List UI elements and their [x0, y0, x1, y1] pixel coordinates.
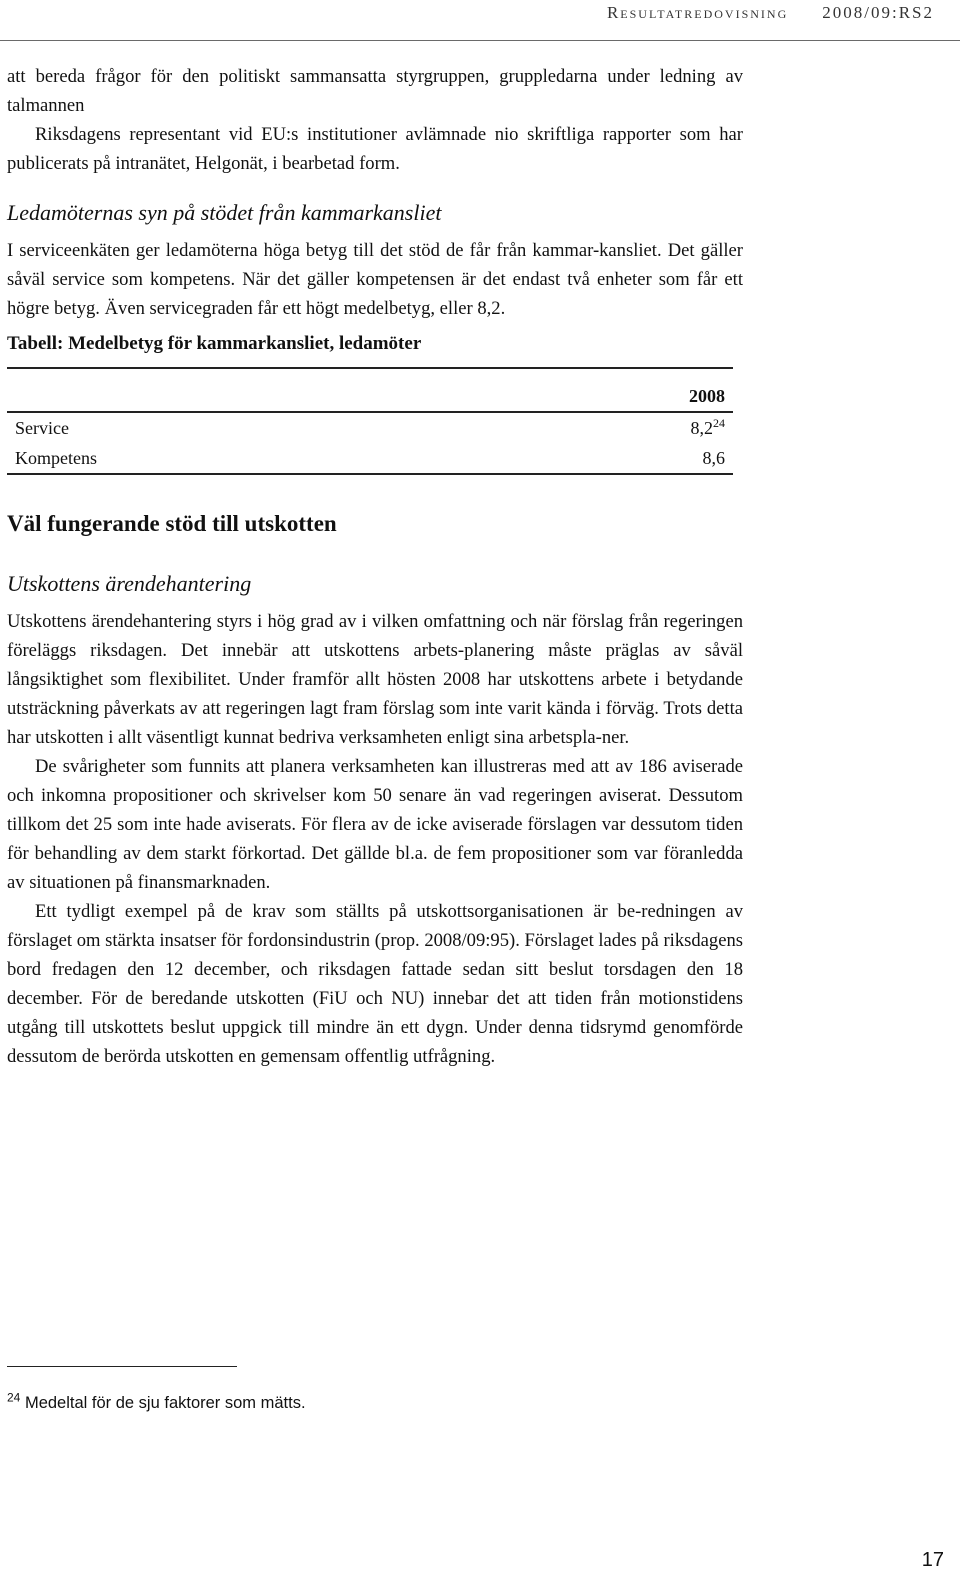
running-header — [607, 0, 934, 26]
footnote-number: 24 — [7, 1390, 21, 1405]
section-title: Resultatredovisning — [606, 3, 789, 22]
table-row — [7, 412, 733, 443]
paragraph-eu-representative: Riksdagens representant vid EU:s institutioner avlämnade nio skriftliga rapporter som har publicerats på intranätet, Helgonät, i bearbetad form. — [7, 124, 743, 174]
subheading-ledamoter: Ledamöternas syn på stödet från kammarkansliet — [7, 200, 442, 225]
page-body — [7, 62, 743, 1071]
row-label: Service — [15, 417, 69, 438]
header-rule — [0, 40, 960, 41]
footnote-ref[interactable]: 24 — [713, 415, 725, 430]
heading-utskotten: Väl fungerande stöd till utskotten — [7, 511, 337, 536]
paragraph-arendehantering: Utskottens ärendehantering styrs i hög grad av i vilken omfattning och när förslag från regeringen föreläggs riksdagen. Det innebär att utskottens arbets-planering måste präglas av såväl långsiktighet som flexibilitet. Under framför allt hösten 2008 har utskottens arbete i betydande utsträckning påverkats av att regeringen lagt fram förslag som inte varit kända i förväg. Trots detta har utskotten i allt väsentligt kunnat bedriva verksamheten enligt sina arbetspla-ner. — [7, 611, 743, 748]
table-header-row — [7, 373, 733, 412]
column-header-year: 2008 — [481, 373, 733, 412]
row-value: $8,2^{24}$ — [690, 415, 725, 438]
row-value: 8,6 — [481, 443, 733, 474]
footnote-text: Medeltal för de sju faktorer som mätts. — [24, 1394, 306, 1412]
table-caption: Tabell: Medelbetyg för kammarkansliet, ledamöter — [7, 333, 422, 354]
paragraph-svarigheter: De svårigheter som funnits att planera verksamheten kan illustreras med att av 186 aviserade och inkomna propositioner och skrivelser kom 50 senare än vad regeringen aviserat. Dessutom tillkom det 25 som inte hade aviserats. För flera av de icke aviserade förslagen var dessutom tiden för behandling av dem starkt förkortad. Det gällde bl.a. de fem propositioner som var föranledda av situationen på finansmarknaden. — [7, 756, 743, 893]
page-number: 17 — [921, 1549, 944, 1571]
subheading-arendehantering: Utskottens ärendehantering — [7, 571, 252, 596]
footnote-divider — [7, 1366, 237, 1367]
footnote — [7, 1390, 306, 1413]
table-row — [7, 443, 733, 474]
paragraph-continued: att bereda frågor för den politiskt sammansatta styrgruppen, gruppledarna under ledning av talmannen — [7, 66, 743, 116]
document-id: 2008/09:RS2 — [822, 3, 934, 22]
row-label: Kompetens — [7, 443, 481, 474]
ratings-table — [7, 367, 733, 475]
paragraph-service-survey: I serviceenkäten ger ledamöterna höga betyg till det stöd de får från kammar-kansliet. Det gäller såväl service som kompetens. När det gäller kompetensen är det endast två enheter som får ett högre betyg. Även servicegraden får ett högt medelbetyg, eller 8,2. — [7, 240, 743, 319]
paragraph-exempel: Ett tydligt exempel på de krav som ställts på utskottsorganisationen är be-redningen av förslaget om stärkta insatser för fordonsindustrin (prop. 2008/09:95). Förslaget lades på riksdagens bord fredagen den 12 december, och riksdagen fattade sedan sitt beslut torsdagen den 18 december. För de beredande utskotten (FiU och NU) innebar det att tiden från motionstidens utgång till utskottets beslut uppgick till mindre än ett dygn. Under denna tidsrymd genomförde dessutom de berörda utskotten en gemensam offentlig utfrågning. — [7, 901, 743, 1067]
